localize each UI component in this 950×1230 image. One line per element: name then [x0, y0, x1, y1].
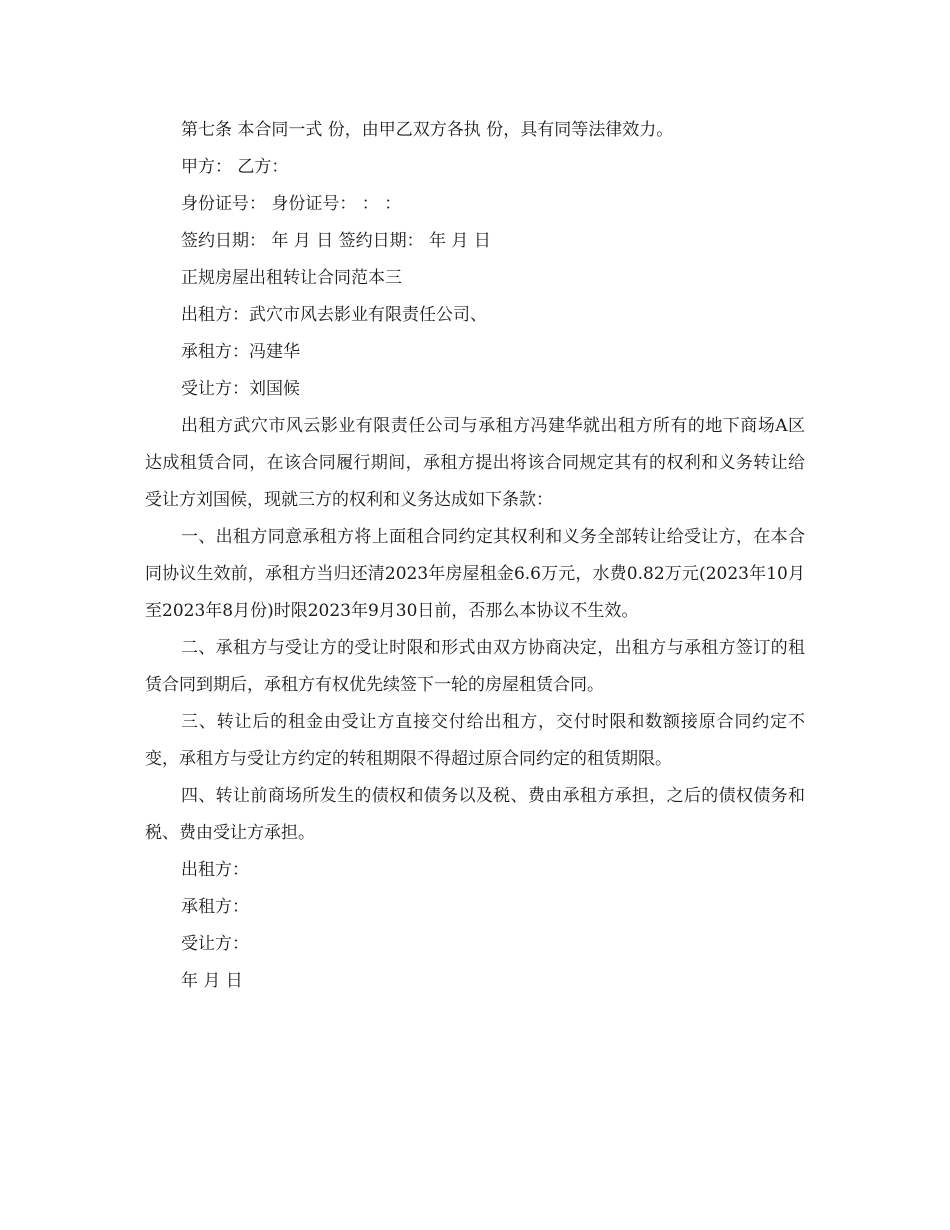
clause-3: 三、转让后的租金由受让方直接交付给出租方，交付时限和数额接原合同约定不变，承租方与受让方约定的转租期限不得超过原合同约定的租赁期限。	[145, 712, 805, 769]
signature-lessor: 出租方：	[181, 860, 249, 880]
section-title: 正规房屋出租转让合同范本三	[181, 268, 402, 288]
lessee-line: 承租方：冯建华	[181, 342, 300, 362]
clause-2: 二、承租方与受让方的受让时限和形式由双方协商决定，出租方与承租方签订的租赁合同到期后，承租方有权优先续签下一轮的房屋租赁合同。	[145, 638, 805, 695]
signature-date: 年 月 日	[181, 971, 243, 991]
transferee-line: 受让方：刘国候	[181, 379, 300, 399]
party-a-b-label: 甲方： 乙方：	[181, 157, 289, 177]
sign-date-label: 签约日期： 年 月 日 签约日期： 年 月 日	[181, 231, 491, 251]
clause-4: 四、转让前商场所发生的债权和债务以及税、费由承租方承担，之后的债权债务和税、费由受让方承担。	[145, 786, 805, 843]
document-body	[145, 112, 805, 1000]
lessor-line: 出租方：武穴市风去影业有限责任公司、	[181, 305, 487, 325]
intro-paragraph: 出租方武穴市风云影业有限责任公司与承租方冯建华就出租方所有的地下商场A区达成租赁合同，在该合同履行期间，承租方提出将该合同规定其有的权利和义务转让给受让方刘国候，现就三方的权利和义务达成如下条款：	[145, 416, 805, 510]
copies-clause: 第七条 本合同一式 份，由甲乙双方各执 份，具有同等法律效力。	[181, 120, 674, 140]
signature-transferee: 受让方：	[181, 934, 249, 954]
signature-lessee: 承租方：	[181, 897, 249, 917]
id-number-label: 身份证号： 身份证号： ： ：	[181, 194, 402, 214]
clause-1: 一、出租方同意承租方将上面租合同约定其权利和义务全部转让给受让方，在本合同协议生效前，承租方当归还清2023年房屋租金6.6万元，水费0.82万元(2023年10月至2023年8月份)时限2023年9月30日前，否那么本协议不生效。	[145, 527, 805, 621]
